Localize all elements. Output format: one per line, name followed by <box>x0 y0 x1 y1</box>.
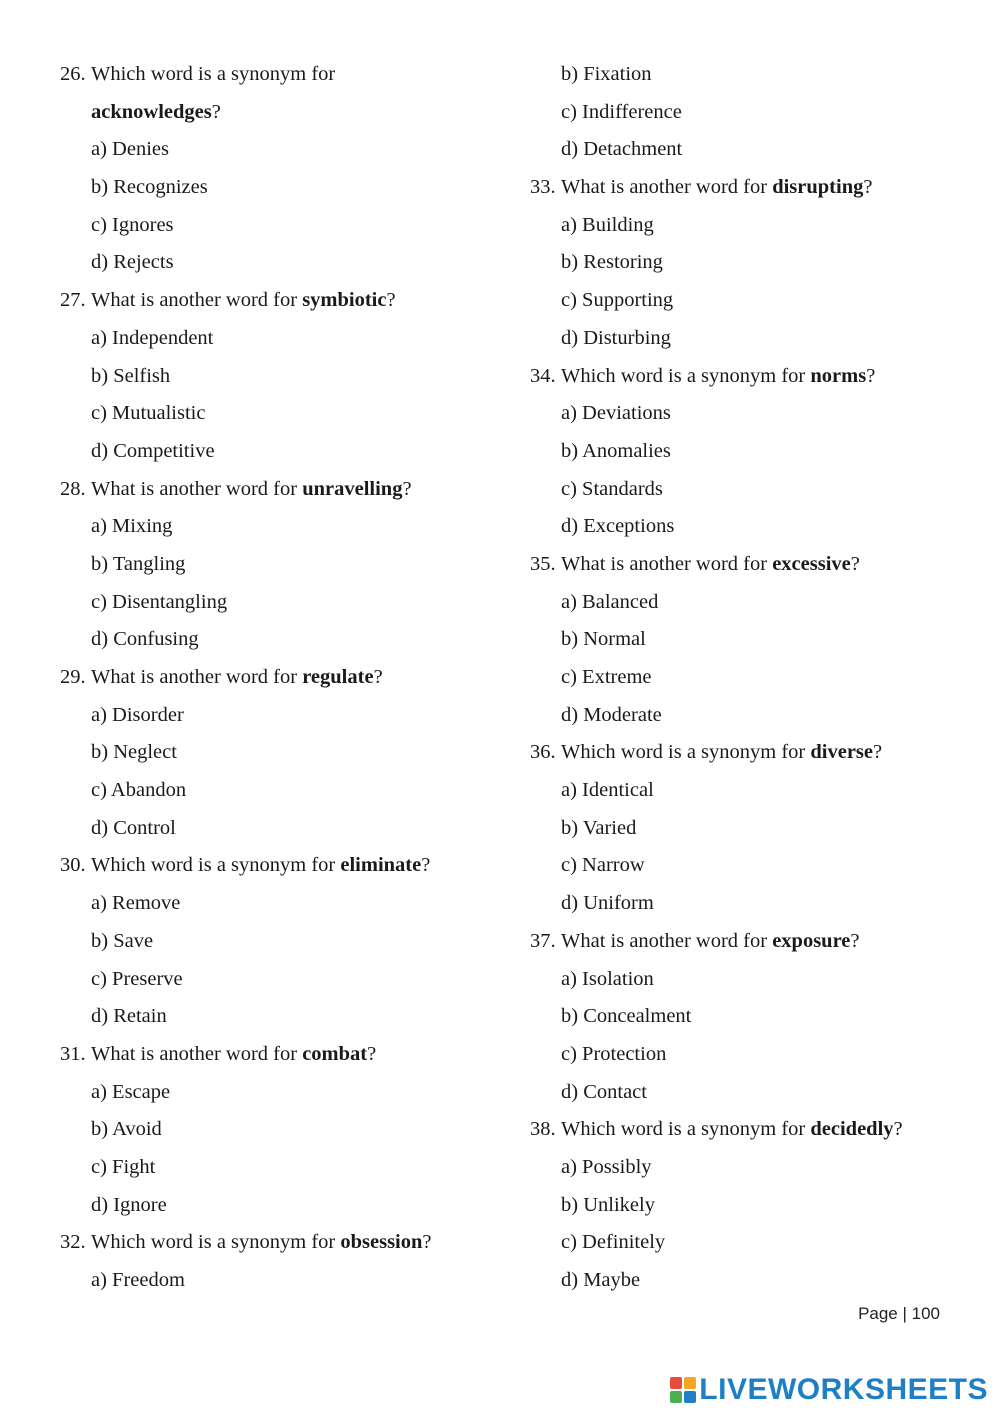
question-37 <box>530 923 960 961</box>
question-text <box>561 1111 903 1149</box>
question-prompt: Which word is a synonym for <box>91 1231 341 1254</box>
question-number: 29. <box>60 666 86 688</box>
question-mark: ? <box>402 477 412 500</box>
question-text <box>91 659 383 697</box>
question-prompt: Which word is a synonym for <box>561 364 811 387</box>
answer-option[interactable]: c) Preserve <box>91 967 183 990</box>
question-keyword: norms <box>810 364 867 387</box>
question-keyword: diverse <box>810 741 873 764</box>
answer-option[interactable]: b) Unlikely <box>561 1193 655 1216</box>
question-35 <box>530 546 960 584</box>
logo-square <box>670 1377 682 1389</box>
answer-option[interactable]: a) Escape <box>91 1080 171 1103</box>
answer-option[interactable]: b) Neglect <box>91 741 177 764</box>
question-number: 28. <box>60 477 86 500</box>
answer-option[interactable]: c) Mutualistic <box>91 402 206 425</box>
answer-option[interactable]: a) Isolation <box>561 967 654 990</box>
right-column <box>530 56 960 1300</box>
question-prompt: Which word is a synonym for <box>91 63 336 85</box>
question-mark: ? <box>386 289 396 312</box>
question-keyword: regulate <box>302 666 374 688</box>
answer-option[interactable]: b) Avoid <box>91 1118 162 1141</box>
answer-option[interactable]: b) Tangling <box>91 552 186 575</box>
answer-option[interactable]: d) Rejects <box>91 251 174 274</box>
question-number: 30. <box>60 854 86 877</box>
answer-option[interactable]: b) Recognizes <box>91 176 208 199</box>
question-prompt: What is another word for <box>91 666 303 688</box>
question-number: 38. <box>530 1118 556 1141</box>
answer-option[interactable]: d) Uniform <box>561 892 654 915</box>
left-column <box>60 56 500 1300</box>
answer-option[interactable]: c) Protection <box>561 1042 667 1065</box>
answer-option[interactable]: a) Building <box>561 213 654 236</box>
question-prompt: Which word is a synonym for <box>91 854 341 877</box>
answer-option[interactable]: b) Normal <box>561 628 646 651</box>
answer-option[interactable]: c) Standards <box>561 477 663 500</box>
answer-option[interactable]: d) Moderate <box>561 703 662 726</box>
answer-option[interactable]: d) Confusing <box>91 628 199 651</box>
answer-option[interactable]: a) Deviations <box>561 402 671 425</box>
answer-option[interactable]: b) Restoring <box>561 251 663 274</box>
answer-option[interactable]: c) Abandon <box>91 779 187 802</box>
liveworksheets-logo-icon <box>670 1377 696 1403</box>
answer-option[interactable]: a) Disorder <box>91 703 184 726</box>
page-number: Page | 100 <box>858 1304 940 1323</box>
question-keyword: disrupting <box>772 176 864 199</box>
answer-option[interactable]: a) Identical <box>561 779 654 802</box>
answer-option[interactable]: d) Maybe <box>561 1269 641 1291</box>
question-32 <box>60 1224 500 1262</box>
answer-option[interactable]: a) Mixing <box>91 515 173 538</box>
question-mark: ? <box>421 854 431 877</box>
answer-option[interactable]: b) Save <box>91 929 154 952</box>
question-keyword: eliminate <box>340 854 422 877</box>
question-prompt: Which word is a synonym for <box>561 1118 811 1141</box>
answer-option[interactable]: c) Supporting <box>561 289 674 312</box>
question-prompt: What is another word for <box>91 477 303 500</box>
question-34 <box>530 358 960 396</box>
question-29 <box>60 659 500 697</box>
answer-option[interactable]: a) Balanced <box>561 590 659 613</box>
brand-name: LIVEWORKSHEETS <box>699 1373 988 1406</box>
question-text <box>561 923 860 961</box>
question-number: 35. <box>530 552 556 575</box>
question-text <box>561 734 882 772</box>
logo-square <box>684 1377 696 1389</box>
question-mark: ? <box>367 1042 377 1065</box>
answer-option[interactable]: d) Ignore <box>91 1193 167 1216</box>
question-prompt: What is another word for <box>91 1042 303 1065</box>
question-26 <box>60 56 500 94</box>
question-text <box>561 358 875 396</box>
question-keyword: symbiotic <box>302 289 387 312</box>
question-text <box>561 169 872 207</box>
answer-option[interactable]: a) Denies <box>91 138 169 161</box>
question-31 <box>60 1036 500 1074</box>
question-mark: ? <box>850 929 860 952</box>
question-prompt: What is another word for <box>561 552 773 575</box>
question-prompt: What is another word for <box>561 176 773 199</box>
question-number: 26. <box>60 63 86 85</box>
answer-option[interactable]: c) Narrow <box>561 854 645 877</box>
question-number: 37. <box>530 929 556 952</box>
question-number: 33. <box>530 176 556 199</box>
question-mark: ? <box>211 100 221 123</box>
question-keyword: combat <box>302 1042 368 1065</box>
answer-option[interactable]: d) Disturbing <box>561 326 671 349</box>
answer-option[interactable]: a) Remove <box>91 892 181 915</box>
answer-option[interactable]: b) Anomalies <box>561 439 671 462</box>
question-keyword: obsession <box>340 1231 423 1254</box>
question-mark: ? <box>373 666 383 688</box>
question-keyword: excessive <box>772 552 851 575</box>
question-prompt: Which word is a synonym for <box>561 741 811 764</box>
answer-option[interactable]: a) Freedom <box>91 1269 185 1291</box>
question-28 <box>60 471 500 509</box>
question-text <box>91 847 430 885</box>
answer-option[interactable]: b) Selfish <box>91 364 171 387</box>
question-keyword: acknowledges <box>91 100 212 123</box>
answer-option[interactable]: c) Fight <box>91 1155 156 1178</box>
answer-option[interactable]: d) Detachment <box>561 138 683 161</box>
question-text <box>91 1036 376 1074</box>
question-number: 27. <box>60 289 86 312</box>
answer-option[interactable]: c) Disentangling <box>91 590 228 613</box>
question-prompt: What is another word for <box>561 929 773 952</box>
question-30 <box>60 847 500 885</box>
answer-option[interactable]: b) Varied <box>561 816 637 839</box>
question-mark: ? <box>873 741 883 764</box>
answer-option[interactable]: a) Possibly <box>561 1155 652 1178</box>
liveworksheets-brand[interactable] <box>670 1372 988 1408</box>
logo-square <box>684 1391 696 1403</box>
question-text <box>91 471 412 509</box>
answer-option[interactable]: a) Independent <box>91 326 214 349</box>
answer-option[interactable]: c) Indifference <box>561 100 682 123</box>
question-mark: ? <box>850 552 860 575</box>
answer-option[interactable]: c) Extreme <box>561 666 652 688</box>
question-keyword: decidedly <box>810 1118 894 1141</box>
answer-option[interactable]: d) Retain <box>91 1005 167 1028</box>
question-number: 32. <box>60 1231 86 1254</box>
question-mark: ? <box>866 364 876 387</box>
answer-option[interactable]: c) Ignores <box>91 213 174 236</box>
question-38 <box>530 1111 960 1149</box>
question-continuation <box>60 94 500 132</box>
question-33 <box>530 169 960 207</box>
question-27 <box>60 282 500 320</box>
answer-option[interactable]: d) Control <box>91 816 176 839</box>
question-text <box>91 1224 432 1262</box>
question-number: 36. <box>530 741 556 764</box>
question-keyword: unravelling <box>302 477 403 500</box>
logo-square <box>670 1391 682 1403</box>
answer-option[interactable]: b) Concealment <box>561 1005 692 1028</box>
answer-option[interactable]: b) Fixation <box>561 63 652 85</box>
question-text <box>91 282 396 320</box>
question-36 <box>530 734 960 772</box>
question-text <box>91 56 335 94</box>
question-mark: ? <box>422 1231 432 1254</box>
question-mark: ? <box>863 176 873 199</box>
question-mark: ? <box>893 1118 903 1141</box>
answer-option[interactable]: d) Contact <box>561 1080 647 1103</box>
question-number: 34. <box>530 364 556 387</box>
question-number: 31. <box>60 1042 86 1065</box>
answer-option[interactable]: c) Definitely <box>561 1231 666 1254</box>
question-keyword: exposure <box>772 929 851 952</box>
answer-option[interactable]: d) Competitive <box>91 439 215 462</box>
question-prompt: What is another word for <box>91 289 303 312</box>
answer-option[interactable]: d) Exceptions <box>561 515 675 538</box>
question-text <box>561 546 860 584</box>
